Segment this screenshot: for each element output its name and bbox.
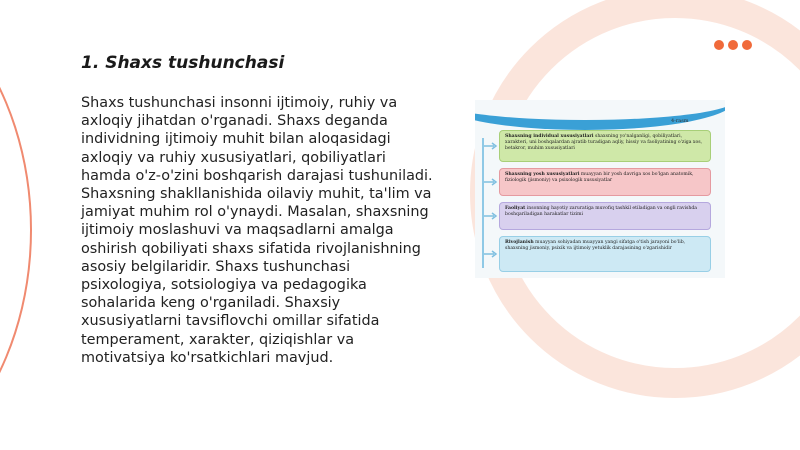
arrow-icon bbox=[484, 178, 498, 186]
decorative-line bbox=[0, 0, 32, 450]
slide-title: 1. Shaxs tushunchasi bbox=[81, 53, 285, 73]
dot-icon bbox=[728, 40, 738, 50]
figure-connector bbox=[482, 138, 484, 268]
arrow-icon bbox=[484, 142, 498, 150]
figure-caption: 4-rasm bbox=[671, 118, 689, 124]
figure-box: Shaxsning yosh xususiyatlari muayyan bir yosh davriga xos bo'lgan anatomik, fiziologik (jismoniy) va psixologik xususiyatlar bbox=[499, 168, 711, 196]
figure-box: Faoliyat insonning hayotiy zaruratiga muvofiq tashkil etiladigan va ongli ravishda boshqariladigan harakatlar tizimi bbox=[499, 202, 711, 230]
figure-box: Rivojlanish muayyan sohiyadan muayyan yangi sifatga o'tish jarayoni bo'lib, shaxsning jismoniy, psixik va ijtimoiy yetuklik darajasining o'zgarishidir bbox=[499, 236, 711, 272]
dot-icon bbox=[742, 40, 752, 50]
figure-box: Shaxsning individual xususiyatlari shaxsning yo'nalganligi, qobiliyatlari, xarakteri, uni boshqalardan ajratib turadigan aqliy, hissiy va faoliyatining o'ziga xos, betakror, muhim xususiyatlari bbox=[499, 130, 711, 162]
arrow-icon bbox=[484, 212, 498, 220]
dots-decoration bbox=[714, 40, 752, 50]
diagram-image bbox=[475, 100, 725, 278]
slide-body-text: Shaxs tushunchasi insonni ijtimoiy, ruhiy va axloqiy jihatdan o'rganadi. Shaxs deganda individning ijtimoiy muhit bilan aloqasidagi axloqiy va ruhiy xususiyatlari, qobiliyatlari hamda o'z-o'zini boshqarish darajasi tushuniladi. Shaxsning shakllanishida oilaviy muhit, ta'lim va jamiyat muhim rol o'ynaydi. Masalan, shaxsning ijtimoiy moslashuvi va maqsadlarni amalga oshirish qobiliyati shaxs sifatida rivojlanishning asosiy belgilaridir. Shaxs tushunchasi psixologiya, sotsiologiya va pedagogika sohalarida keng o'rganiladi. Shaxsiy xususiyatlarni tavsiflovchi omillar sifatida temperament, xarakter, qiziqishlar va motivatsiya ko'rsatkichlari mavjud. bbox=[81, 95, 433, 366]
figure-swoosh bbox=[475, 100, 725, 130]
dot-icon bbox=[714, 40, 724, 50]
arrow-icon bbox=[484, 250, 498, 258]
